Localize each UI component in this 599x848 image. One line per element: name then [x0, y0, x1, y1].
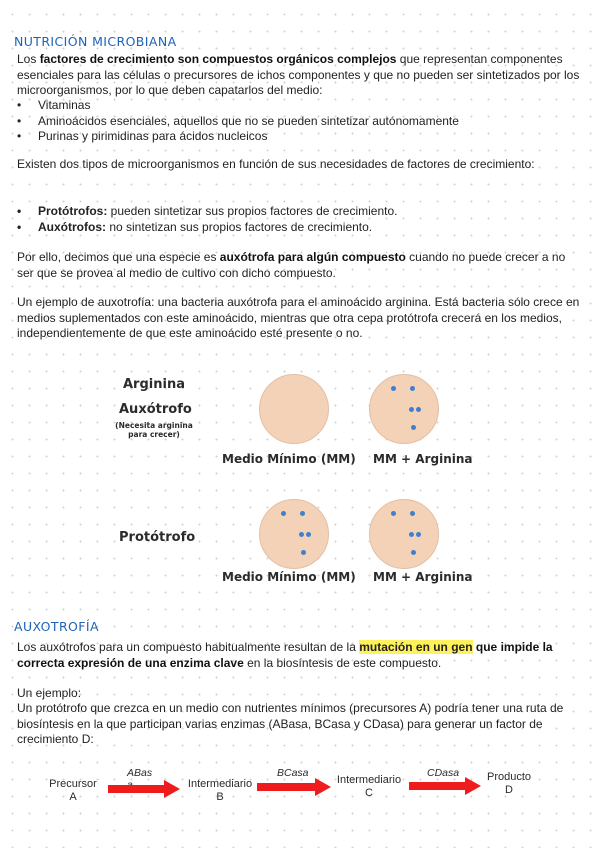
- colony-dot: [409, 532, 414, 537]
- colony-dot: [306, 532, 311, 537]
- list-item-text: Vitaminas: [38, 98, 91, 112]
- auxotrofa-paragraph: [17, 250, 577, 281]
- caption-minimal-medium: Medio Mínimo (MM): [222, 570, 356, 584]
- colony-dot: [391, 511, 396, 516]
- reaction-arrow: [409, 777, 481, 795]
- example-paragraph: Un ejemplo de auxotrofía: una bacteria auxótrofa para el aminoácido arginina. Está bacteria sólo crece en medios suplementados con este aminoácido, mientras que otra cepa protótrofa crecerá en los medios, independientemente de que este aminoácido esté presente o no.: [17, 295, 580, 340]
- list-item: [17, 204, 397, 220]
- bullet-icon: •: [17, 219, 22, 234]
- row-note-auxotrofo: (Necesita arginina para crecer): [115, 421, 193, 439]
- auxotrofia-paragraph: [17, 640, 577, 671]
- colony-dot: [409, 407, 414, 412]
- colony-dot: [281, 511, 286, 516]
- reaction-arrow: [257, 778, 331, 796]
- pathway-node-intermediate-b: [180, 778, 260, 804]
- figure-title: Arginina: [123, 377, 185, 392]
- type-term: Auxótrofos:: [38, 219, 106, 234]
- types-intro-paragraph: Existen dos tipos de microorganismos en función de sus necesidades de factores de crecimiento:: [17, 157, 535, 171]
- type-term: Protótrofos:: [38, 204, 108, 218]
- row-label-auxotrofo: Auxótrofo: [119, 402, 192, 417]
- caption-mm-arginine: MM + Arginina: [373, 452, 473, 466]
- auxotrofa-text: Por ello, decimos que una especie es: [17, 250, 220, 264]
- node-label: Intermediario: [187, 778, 253, 790]
- row-label-prototrofo: Protótrofo: [119, 530, 196, 545]
- colony-dot: [301, 550, 306, 555]
- petri-dish: [369, 499, 439, 569]
- bullet-icon: •: [17, 98, 22, 112]
- bullet-icon: •: [17, 129, 22, 143]
- auxotrofia-text: Los auxótrofos para un compuesto habitualmente resultan de la: [17, 640, 360, 654]
- node-letter: B: [216, 791, 224, 803]
- pathway-node-intermediate-c: [329, 774, 409, 800]
- pathway-node-precursor: [38, 778, 108, 804]
- section-heading-nutricion: NUTRICIÓN MICROBIANA: [14, 34, 177, 49]
- type-text: no sintetizan sus propios factores de crecimiento.: [106, 219, 373, 234]
- list-item: [17, 220, 397, 236]
- colony-dot: [410, 511, 415, 516]
- auxotrofa-bold-text: auxótrofa para algún compuesto: [219, 250, 406, 264]
- bullet-icon: •: [17, 204, 22, 218]
- enzyme-text: ABas: [127, 767, 153, 779]
- highlighted-text: mutación en un gen: [359, 640, 473, 654]
- colony-dot: [391, 386, 396, 391]
- bullet-icon: •: [17, 113, 22, 128]
- auxotrofa-text-rest: cuando no puede crecer a no ser que se provea al medio de cultivo con dicho compuesto.: [17, 250, 566, 280]
- caption-mm-arginine: MM + Arginina: [373, 570, 473, 584]
- node-letter: C: [365, 787, 373, 799]
- colony-dot: [416, 532, 421, 537]
- growth-factor-list: [17, 98, 459, 145]
- node-label: Precursor: [49, 778, 97, 790]
- reaction-arrow: [108, 780, 180, 798]
- type-text: pueden sintetizar sus propios factores de crecimiento.: [107, 204, 398, 218]
- enzyme-label-bcasa: BCasa: [277, 767, 309, 779]
- auxotrofia-text-rest: en la biosíntesis de este compuesto.: [243, 655, 442, 670]
- intro-text-rest: que representan componentes esenciales para las células o precursores de ichos componentes y que no pueden ser sintetizados por los microorganismos, por lo que deben capatarlos del medio:: [17, 52, 580, 97]
- pathway-node-product: [474, 771, 544, 797]
- list-item-text: Aminoácidos esenciales, aquellos que no se pueden sintetizar autónomamente: [38, 113, 459, 128]
- petri-dish: [369, 374, 439, 444]
- colony-dot: [411, 425, 416, 430]
- list-item: [17, 129, 459, 145]
- colony-dot: [411, 550, 416, 555]
- pathway-example-paragraph: Un protótrofo que crezca en un medio con nutrientes mínimos (precursores A) podría tener una ruta de biosíntesis en la que participan varias enzimas (ABasa, BCasa y CDasa) para generar un factor de crecimiento D:: [17, 701, 564, 746]
- node-letter: D: [505, 784, 513, 796]
- colony-dot: [299, 532, 304, 537]
- intro-bold-text: factores de crecimiento son compuestos orgánicos complejos: [39, 52, 397, 66]
- node-label: Producto: [486, 771, 532, 783]
- node-letter: A: [69, 791, 77, 803]
- colony-dot: [416, 407, 421, 412]
- list-item: [17, 114, 459, 130]
- intro-text: Los: [17, 52, 40, 66]
- section-heading-auxotrofia: AUXOTROFÍA: [14, 619, 99, 634]
- auxotrofia-bold-text: que impide la correcta expresión de una enzima clave: [17, 640, 553, 670]
- colony-dot: [300, 511, 305, 516]
- intro-paragraph: [17, 52, 583, 99]
- node-label: Intermediario: [336, 774, 402, 786]
- petri-dish: [259, 499, 329, 569]
- colony-dot: [410, 386, 415, 391]
- list-item-text: Purinas y pirimidinas para ácidos nucleicos: [38, 129, 268, 143]
- petri-dish: [259, 374, 329, 444]
- types-list: [17, 204, 397, 235]
- caption-minimal-medium: Medio Mínimo (MM): [222, 452, 356, 466]
- example-title: Un ejemplo:: [17, 686, 82, 700]
- enzyme-label-cdasa: CDasa: [427, 767, 460, 779]
- list-item: [17, 98, 459, 114]
